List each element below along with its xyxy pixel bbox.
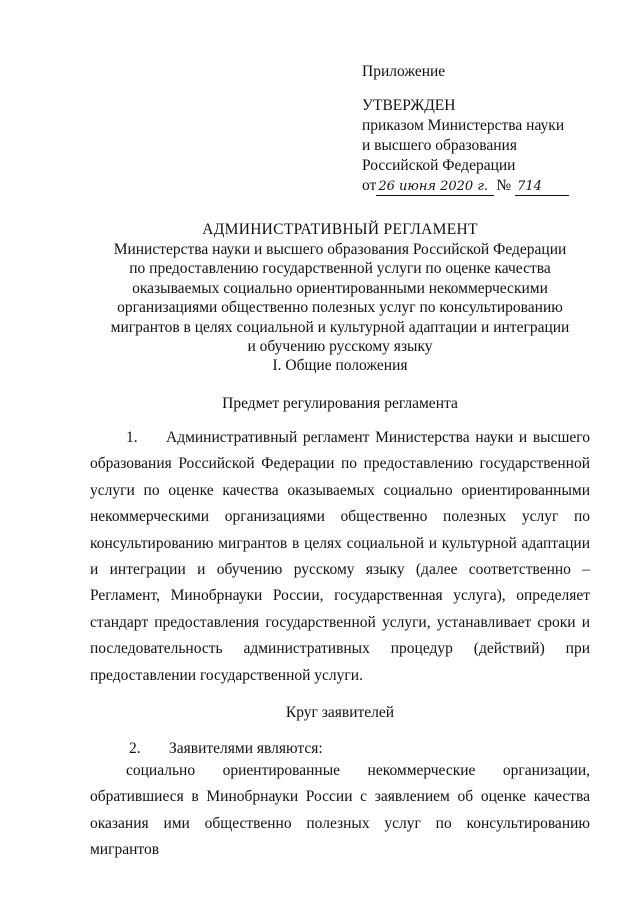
subsection-heading-subject: Предмет регулирования регламента (222, 395, 458, 412)
title-line: Министерства науки и высшего образования Российской Федерации (113, 240, 567, 258)
title-main: АДМИНИСТРАТИВНЫЙ РЕГЛАМЕНТ (202, 221, 478, 238)
date-prefix: от (362, 177, 377, 194)
title-line: и обучению русскому языку (247, 338, 433, 355)
number-label: № (496, 177, 512, 194)
paragraph-lead: Заявителями являются: (169, 740, 323, 757)
paragraph-2-body (90, 758, 590, 864)
paragraph-1 (90, 425, 590, 689)
approved-label: УТВЕРЖДЕН (362, 97, 456, 114)
paragraph-text: Административный регламент Министерства науки и высшего образования Российской Федерации по предоставлению государственной услуги по оценке качества оказываемых социально ориентированными некоммерческими организациями общественно полезных услуг по консультированию мигрантов в целях социальной и культурной адаптации и интеграции и обучению русскому языку (далее соответственно – Регламент, Минобрнауки России, государственная услуга), определяет стандарт предоставления государственной услуги, устанавливает сроки и последовательность административных процедур (действий) при предоставлении государственной услуги. (90, 429, 590, 684)
order-line: Российской Федерации (362, 157, 516, 174)
paragraph-number: 1. (126, 429, 138, 446)
title-line: мигрантов в целях социальной и культурной адаптации и интеграции (110, 318, 570, 336)
title-line: по предоставлению государственной услуги по оценке качества (129, 260, 551, 277)
section-heading: I. Общие положения (272, 357, 408, 374)
approval-block (362, 62, 569, 196)
subsection-heading-applicants: Круг заявителей (285, 704, 395, 721)
paragraph-number: 2. (129, 740, 141, 757)
order-date-line (362, 176, 569, 196)
handwritten-date: 26 июня 2020 г. (376, 179, 494, 196)
order-line: приказом Министерства науки (362, 117, 565, 134)
order-line: и высшего образования (362, 137, 517, 154)
paragraph-text: социально ориентированные некоммерческие организации, обратившиеся в Минобрнауки России с заявлением об оценке качества оказания ими общественно полезных услуг по консультированию мигрантов (90, 762, 590, 859)
title-line: организациями общественно полезных услуг по консультированию (117, 299, 563, 316)
appendix-label: Приложение (362, 63, 446, 80)
handwritten-number: 714 (515, 179, 569, 196)
paragraph-2-lead (129, 740, 323, 758)
document-title (60, 220, 620, 357)
title-line: оказываемых социально ориентированными некоммерческими (132, 279, 548, 297)
